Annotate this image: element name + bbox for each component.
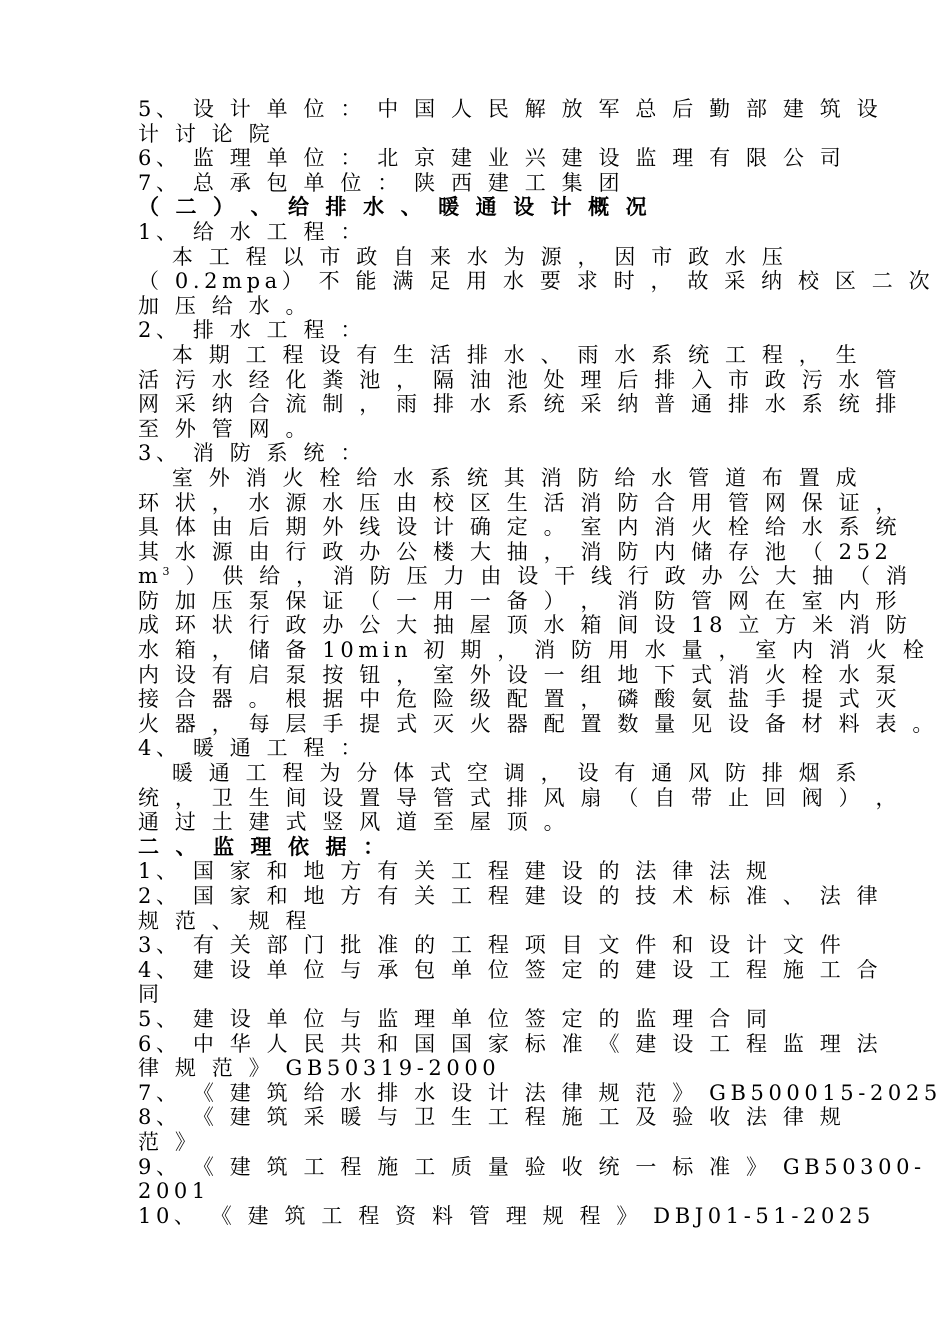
text-line: 8、 《 建 筑 采 暖 与 卫 生 工 程 施 工 及 验 收 法 律 规 (138, 1105, 846, 1130)
text-line: 网 采 纳 合 流 制 ， 雨 排 水 系 统 采 纳 普 通 排 水 系 统 排 (138, 392, 902, 417)
document-page (138, 97, 942, 1228)
text-line: 其 水 源 由 行 政 办 公 楼 大 抽 ， 消 防 内 储 存 池 （ 252 (138, 539, 893, 564)
text-line: 同 (138, 982, 164, 1007)
text-line: 6、 监 理 单 位 ： 北 京 建 业 兴 建 设 监 理 有 限 公 司 (138, 146, 846, 171)
text-line: 通 过 土 建 式 竖 风 道 至 屋 顶 。 (138, 810, 570, 835)
text-line: 至 外 管 网 。 (138, 416, 312, 441)
text-line: 本 工 程 以 市 政 自 来 水 为 源 ， 因 市 政 水 压 (138, 244, 788, 269)
text-line: 本 期 工 程 设 有 生 活 排 水 、 雨 水 系 统 工 程 ， 生 (138, 342, 862, 367)
text-line: 计 讨 论 院 (138, 121, 275, 146)
text-line: 防 加 压 泵 保 证 （ 一 用 一 备 ） ， 消 防 管 网 在 室 内 形 (138, 588, 902, 613)
text-line: 具 体 由 后 期 外 线 设 计 确 定 。 室 内 消 火 栓 给 水 系 统 (138, 515, 902, 540)
text-line: 内 设 有 启 泵 按 钮 ， 室 外 设 一 组 地 下 式 消 火 栓 水 泵 (138, 662, 902, 687)
text-line: 6、 中 华 人 民 共 和 国 国 家 标 准 《 建 设 工 程 监 理 法 (138, 1031, 883, 1056)
text-line: 环 状 ， 水 源 水 压 由 校 区 生 活 消 防 合 用 管 网 保 证 ， (138, 490, 902, 515)
text-line: 1、 国 家 和 地 方 有 关 工 程 建 设 的 法 律 法 规 (138, 859, 772, 884)
text-line: 7、 《 建 筑 给 水 排 水 设 计 法 律 规 范 》 GB500015-2025 (138, 1080, 942, 1105)
text-line: 活 污 水 经 化 粪 池 ， 隔 油 池 处 理 后 排 入 市 政 污 水 管 (138, 367, 902, 392)
text-line: 1、 给 水 工 程 ： (138, 219, 366, 244)
text-line: 4、 建 设 单 位 与 承 包 单 位 签 定 的 建 设 工 程 施 工 合 (138, 957, 883, 982)
text-line: 7、 总 承 包 单 位 ： 陕 西 建 工 集 团 (138, 170, 625, 195)
text-line: 加 压 给 水 。 (138, 293, 312, 318)
line-rest: ） 供 给 ， 消 防 压 力 由 设 干 线 行 政 办 公 大 抽 （ 消 (174, 564, 912, 589)
text-line: 律 规 范 》 GB50319-2000 (138, 1056, 501, 1081)
text-line: （ 0.2mpa） 不 能 满 足 用 水 要 求 时 ， 故 采 纳 校 区 二 次 (138, 269, 935, 294)
text-line: 成 环 状 行 政 办 公 大 抽 屋 顶 水 箱 间 设 18 立 方 米 消 防 (138, 613, 912, 638)
text-line: 3、 消 防 系 统 ： (138, 441, 366, 466)
text-line: 2、 排 水 工 程 ： (138, 318, 366, 343)
text-line: 5、 建 设 单 位 与 监 理 单 位 签 定 的 监 理 合 同 (138, 1006, 772, 1031)
text-line: 10、 《 建 筑 工 程 资 料 管 理 规 程 》 DBJ01-51-2025 (138, 1203, 875, 1228)
text-line: 火 器 ， 每 层 手 提 式 灭 火 器 配 置 数 量 见 设 备 材 料 表 。 (138, 711, 938, 736)
text-line: 接 合 器 。 根 据 中 危 险 级 配 置 ， 磷 酸 氨 盐 手 提 式 灭 (138, 687, 902, 712)
text-line: 范 》 (138, 1129, 201, 1154)
text-line-with-superscript (138, 564, 912, 589)
text-line: 水 箱 ， 储 备 10min 初 期 ， 消 防 用 水 量 ， 室 内 消 火 栓 (138, 638, 929, 663)
text-line: 4、 暖 通 工 程 ： (138, 736, 366, 761)
text-line: 暖 通 工 程 为 分 体 式 空 调 ， 设 有 通 风 防 排 烟 系 (138, 761, 862, 786)
text-line: 统 ， 卫 生 间 设 置 导 管 式 排 风 扇 （ 自 带 止 回 阀 ） ， (138, 785, 902, 810)
section-heading: 二 、 监 理 依 据 ： (138, 834, 389, 859)
text-line: 3、 有 关 部 门 批 准 的 工 程 项 目 文 件 和 设 计 文 件 (138, 933, 846, 958)
text-line: 9、 《 建 筑 工 程 施 工 质 量 验 收 统 一 标 准 》 GB50300- (138, 1154, 926, 1179)
text-line: 5、 设 计 单 位 ： 中 国 人 民 解 放 军 总 后 勤 部 建 筑 设 (138, 97, 883, 121)
text-line: 规 范 、 规 程 (138, 908, 312, 933)
text-line: 2、 国 家 和 地 方 有 关 工 程 建 设 的 技 术 标 准 、 法 律 (138, 884, 883, 908)
section-heading: （ 二 ） 、 给 排 水 、 暖 通 设 计 概 况 (138, 195, 652, 220)
text-line: 2001 (138, 1179, 210, 1204)
superscript: 3 (162, 565, 175, 579)
text-line: 室 外 消 火 栓 给 水 系 统 其 消 防 给 水 管 道 布 置 成 (138, 465, 862, 490)
unit-text: m (138, 564, 163, 589)
